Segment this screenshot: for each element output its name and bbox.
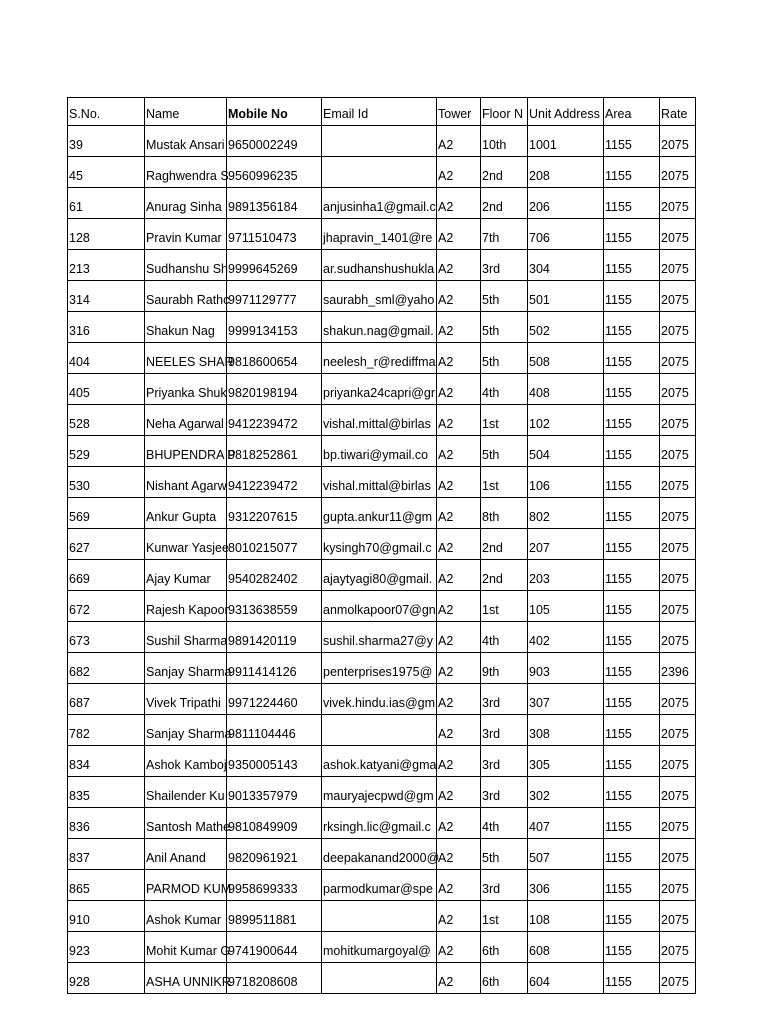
cell-area: 1155 — [604, 870, 660, 901]
table-row — [68, 188, 696, 219]
cell-floor: 5th — [481, 839, 528, 870]
table-row — [68, 932, 696, 963]
cell-unit-address: 903 — [528, 653, 604, 684]
cell-unit-address: 1001 — [528, 126, 604, 157]
cell-rate: 2075 — [660, 405, 696, 436]
cell-tower: A2 — [437, 684, 481, 715]
cell-tower: A2 — [437, 963, 481, 994]
table-row — [68, 343, 696, 374]
cell-name: Shailender Ku — [145, 777, 227, 808]
cell-mobile: 9971129777 — [227, 281, 322, 312]
cell-floor: 6th — [481, 963, 528, 994]
cell-floor: 2nd — [481, 560, 528, 591]
cell-sno: 405 — [68, 374, 145, 405]
cell-rate: 2075 — [660, 808, 696, 839]
cell-rate: 2075 — [660, 715, 696, 746]
table-row — [68, 250, 696, 281]
cell-rate: 2075 — [660, 777, 696, 808]
cell-name: Santosh Mathe — [145, 808, 227, 839]
cell-rate: 2075 — [660, 126, 696, 157]
table-row — [68, 560, 696, 591]
cell-tower: A2 — [437, 901, 481, 932]
cell-mobile: 9718208608 — [227, 963, 322, 994]
column-header-area: Area — [604, 98, 660, 126]
cell-mobile: 9412239472 — [227, 467, 322, 498]
cell-rate: 2075 — [660, 343, 696, 374]
cell-sno: 61 — [68, 188, 145, 219]
table-row — [68, 715, 696, 746]
cell-mobile: 9810849909 — [227, 808, 322, 839]
cell-sno: 404 — [68, 343, 145, 374]
cell-area: 1155 — [604, 436, 660, 467]
column-header-name: Name — [145, 98, 227, 126]
table-row — [68, 219, 696, 250]
cell-mobile: 9350005143 — [227, 746, 322, 777]
cell-sno: 782 — [68, 715, 145, 746]
cell-unit-address: 102 — [528, 405, 604, 436]
cell-rate: 2075 — [660, 436, 696, 467]
cell-area: 1155 — [604, 560, 660, 591]
cell-floor: 3rd — [481, 870, 528, 901]
cell-email: gupta.ankur11@gm — [322, 498, 437, 529]
cell-email: rksingh.lic@gmail.c — [322, 808, 437, 839]
cell-area: 1155 — [604, 653, 660, 684]
cell-area: 1155 — [604, 715, 660, 746]
cell-unit-address: 706 — [528, 219, 604, 250]
cell-unit-address: 208 — [528, 157, 604, 188]
cell-tower: A2 — [437, 219, 481, 250]
cell-unit-address: 108 — [528, 901, 604, 932]
table-row — [68, 405, 696, 436]
cell-rate: 2075 — [660, 219, 696, 250]
cell-unit-address: 302 — [528, 777, 604, 808]
cell-unit-address: 502 — [528, 312, 604, 343]
cell-unit-address: 207 — [528, 529, 604, 560]
cell-rate: 2075 — [660, 467, 696, 498]
cell-tower: A2 — [437, 498, 481, 529]
cell-area: 1155 — [604, 777, 660, 808]
cell-floor: 9th — [481, 653, 528, 684]
cell-rate: 2075 — [660, 529, 696, 560]
cell-rate: 2075 — [660, 932, 696, 963]
cell-sno: 928 — [68, 963, 145, 994]
cell-rate: 2075 — [660, 870, 696, 901]
cell-unit-address: 507 — [528, 839, 604, 870]
cell-mobile: 9312207615 — [227, 498, 322, 529]
table-row — [68, 312, 696, 343]
column-header-unit-address: Unit Address — [528, 98, 604, 126]
cell-sno: 834 — [68, 746, 145, 777]
cell-email — [322, 715, 437, 746]
cell-email: neelesh_r@rediffma — [322, 343, 437, 374]
cell-mobile: 9013357979 — [227, 777, 322, 808]
cell-area: 1155 — [604, 684, 660, 715]
cell-area: 1155 — [604, 746, 660, 777]
cell-area: 1155 — [604, 932, 660, 963]
cell-name: Sudhanshu Sh — [145, 250, 227, 281]
cell-sno: 673 — [68, 622, 145, 653]
cell-mobile: 9891356184 — [227, 188, 322, 219]
cell-floor: 3rd — [481, 684, 528, 715]
cell-name: Kunwar Yasjee — [145, 529, 227, 560]
cell-name: Nishant Agarw — [145, 467, 227, 498]
cell-floor: 3rd — [481, 250, 528, 281]
cell-unit-address: 504 — [528, 436, 604, 467]
table-row — [68, 591, 696, 622]
table-row — [68, 529, 696, 560]
cell-area: 1155 — [604, 591, 660, 622]
cell-tower: A2 — [437, 250, 481, 281]
cell-name: BHUPENDRA P — [145, 436, 227, 467]
cell-sno: 569 — [68, 498, 145, 529]
cell-email: kysingh70@gmail.c — [322, 529, 437, 560]
cell-unit-address: 306 — [528, 870, 604, 901]
cell-unit-address: 203 — [528, 560, 604, 591]
cell-sno: 687 — [68, 684, 145, 715]
cell-mobile: 9891420119 — [227, 622, 322, 653]
cell-email: vishal.mittal@birlas — [322, 467, 437, 498]
cell-unit-address: 105 — [528, 591, 604, 622]
cell-tower: A2 — [437, 529, 481, 560]
cell-tower: A2 — [437, 932, 481, 963]
table-row — [68, 622, 696, 653]
cell-tower: A2 — [437, 746, 481, 777]
cell-unit-address: 308 — [528, 715, 604, 746]
cell-email: shakun.nag@gmail. — [322, 312, 437, 343]
cell-sno: 530 — [68, 467, 145, 498]
cell-rate: 2075 — [660, 591, 696, 622]
cell-area: 1155 — [604, 498, 660, 529]
cell-name: Sanjay Sharma — [145, 653, 227, 684]
cell-unit-address: 408 — [528, 374, 604, 405]
table-row — [68, 498, 696, 529]
table-row — [68, 374, 696, 405]
cell-tower: A2 — [437, 188, 481, 219]
cell-mobile: 8010215077 — [227, 529, 322, 560]
cell-floor: 1st — [481, 591, 528, 622]
cell-tower: A2 — [437, 622, 481, 653]
cell-email: jhapravin_1401@re — [322, 219, 437, 250]
cell-mobile: 9999134153 — [227, 312, 322, 343]
cell-sno: 316 — [68, 312, 145, 343]
cell-sno: 865 — [68, 870, 145, 901]
cell-floor: 3rd — [481, 746, 528, 777]
cell-name: Ashok Kamboj — [145, 746, 227, 777]
cell-mobile: 9313638559 — [227, 591, 322, 622]
table-row — [68, 653, 696, 684]
cell-rate: 2075 — [660, 250, 696, 281]
cell-sno: 39 — [68, 126, 145, 157]
cell-rate: 2075 — [660, 622, 696, 653]
cell-area: 1155 — [604, 343, 660, 374]
cell-email — [322, 157, 437, 188]
cell-rate: 2075 — [660, 560, 696, 591]
table-row — [68, 281, 696, 312]
cell-area: 1155 — [604, 963, 660, 994]
cell-floor: 4th — [481, 622, 528, 653]
cell-email: anjusinha1@gmail.c — [322, 188, 437, 219]
cell-email: ashok.katyani@gma — [322, 746, 437, 777]
cell-name: Anil Anand — [145, 839, 227, 870]
cell-tower: A2 — [437, 591, 481, 622]
cell-tower: A2 — [437, 870, 481, 901]
cell-rate: 2075 — [660, 374, 696, 405]
cell-floor: 2nd — [481, 529, 528, 560]
cell-floor: 1st — [481, 901, 528, 932]
cell-tower: A2 — [437, 312, 481, 343]
cell-name: Saurabh Rathc — [145, 281, 227, 312]
header-row — [68, 98, 696, 126]
cell-tower: A2 — [437, 560, 481, 591]
cell-name: Mohit Kumar G — [145, 932, 227, 963]
cell-tower: A2 — [437, 436, 481, 467]
cell-area: 1155 — [604, 250, 660, 281]
column-header-sno: S.No. — [68, 98, 145, 126]
cell-name: Mustak Ansari — [145, 126, 227, 157]
cell-sno: 910 — [68, 901, 145, 932]
table-row — [68, 746, 696, 777]
cell-email: vivek.hindu.ias@gm — [322, 684, 437, 715]
cell-mobile: 9820198194 — [227, 374, 322, 405]
cell-floor: 2nd — [481, 157, 528, 188]
cell-email — [322, 126, 437, 157]
cell-name: NEELES SHAR — [145, 343, 227, 374]
cell-name: Rajesh Kapoor — [145, 591, 227, 622]
cell-floor: 3rd — [481, 777, 528, 808]
cell-floor: 2nd — [481, 188, 528, 219]
cell-name: Ajay Kumar — [145, 560, 227, 591]
column-header-floor: Floor N — [481, 98, 528, 126]
cell-tower: A2 — [437, 715, 481, 746]
cell-unit-address: 501 — [528, 281, 604, 312]
cell-name: Raghwendra S — [145, 157, 227, 188]
table-row — [68, 963, 696, 994]
cell-floor: 7th — [481, 219, 528, 250]
cell-area: 1155 — [604, 405, 660, 436]
cell-mobile: 9711510473 — [227, 219, 322, 250]
cell-sno: 314 — [68, 281, 145, 312]
cell-area: 1155 — [604, 808, 660, 839]
cell-mobile: 9811104446 — [227, 715, 322, 746]
cell-unit-address: 206 — [528, 188, 604, 219]
cell-unit-address: 106 — [528, 467, 604, 498]
cell-mobile: 9911414126 — [227, 653, 322, 684]
cell-unit-address: 402 — [528, 622, 604, 653]
cell-rate: 2075 — [660, 281, 696, 312]
spreadsheet — [67, 97, 695, 994]
table-row — [68, 436, 696, 467]
cell-floor: 10th — [481, 126, 528, 157]
cell-sno: 213 — [68, 250, 145, 281]
cell-unit-address: 304 — [528, 250, 604, 281]
table-row — [68, 808, 696, 839]
cell-rate: 2075 — [660, 839, 696, 870]
cell-area: 1155 — [604, 281, 660, 312]
cell-sno: 835 — [68, 777, 145, 808]
cell-tower: A2 — [437, 374, 481, 405]
cell-rate: 2075 — [660, 684, 696, 715]
cell-floor: 4th — [481, 808, 528, 839]
cell-floor: 5th — [481, 436, 528, 467]
cell-rate: 2075 — [660, 963, 696, 994]
cell-email: parmodkumar@spe — [322, 870, 437, 901]
cell-email: ar.sudhanshushukla — [322, 250, 437, 281]
cell-email: mauryajecpwd@gm — [322, 777, 437, 808]
cell-name: Sushil Sharma — [145, 622, 227, 653]
cell-rate: 2075 — [660, 498, 696, 529]
table-row — [68, 467, 696, 498]
cell-name: Shakun Nag — [145, 312, 227, 343]
cell-unit-address: 305 — [528, 746, 604, 777]
cell-email — [322, 963, 437, 994]
cell-floor: 4th — [481, 374, 528, 405]
cell-unit-address: 604 — [528, 963, 604, 994]
cell-area: 1155 — [604, 622, 660, 653]
cell-name: Neha Agarwal — [145, 405, 227, 436]
cell-rate: 2075 — [660, 188, 696, 219]
cell-area: 1155 — [604, 839, 660, 870]
cell-tower: A2 — [437, 808, 481, 839]
cell-mobile: 9540282402 — [227, 560, 322, 591]
cell-unit-address: 508 — [528, 343, 604, 374]
cell-sno: 627 — [68, 529, 145, 560]
table-row — [68, 901, 696, 932]
cell-mobile: 9412239472 — [227, 405, 322, 436]
cell-email: sushil.sharma27@y — [322, 622, 437, 653]
cell-area: 1155 — [604, 374, 660, 405]
cell-sno: 837 — [68, 839, 145, 870]
cell-name: Sanjay Sharma — [145, 715, 227, 746]
cell-sno: 836 — [68, 808, 145, 839]
cell-email: saurabh_sml@yaho — [322, 281, 437, 312]
cell-sno: 45 — [68, 157, 145, 188]
cell-mobile: 9560996235 — [227, 157, 322, 188]
cell-name: Ankur Gupta — [145, 498, 227, 529]
cell-sno: 529 — [68, 436, 145, 467]
cell-area: 1155 — [604, 467, 660, 498]
cell-tower: A2 — [437, 839, 481, 870]
cell-floor: 3rd — [481, 715, 528, 746]
cell-floor: 1st — [481, 405, 528, 436]
cell-tower: A2 — [437, 126, 481, 157]
cell-unit-address: 307 — [528, 684, 604, 715]
cell-tower: A2 — [437, 343, 481, 374]
cell-mobile: 9818600654 — [227, 343, 322, 374]
cell-mobile: 9650002249 — [227, 126, 322, 157]
cell-floor: 5th — [481, 343, 528, 374]
cell-sno: 128 — [68, 219, 145, 250]
cell-unit-address: 608 — [528, 932, 604, 963]
cell-mobile: 9971224460 — [227, 684, 322, 715]
cell-name: Pravin Kumar — [145, 219, 227, 250]
cell-rate: 2075 — [660, 901, 696, 932]
cell-email: mohitkumargoyal@ — [322, 932, 437, 963]
cell-name: PARMOD KUM — [145, 870, 227, 901]
cell-name: Anurag Sinha — [145, 188, 227, 219]
cell-unit-address: 407 — [528, 808, 604, 839]
cell-tower: A2 — [437, 777, 481, 808]
cell-area: 1155 — [604, 901, 660, 932]
table-row — [68, 157, 696, 188]
column-header-rate: Rate — [660, 98, 696, 126]
cell-floor: 5th — [481, 281, 528, 312]
cell-floor: 1st — [481, 467, 528, 498]
cell-name: Vivek Tripathi — [145, 684, 227, 715]
cell-sno: 923 — [68, 932, 145, 963]
cell-area: 1155 — [604, 126, 660, 157]
column-header-mobile: Mobile No — [227, 98, 322, 126]
cell-area: 1155 — [604, 157, 660, 188]
cell-tower: A2 — [437, 467, 481, 498]
cell-name: Ashok Kumar — [145, 901, 227, 932]
cell-name: ASHA UNNIKR — [145, 963, 227, 994]
members-table — [67, 97, 696, 994]
cell-area: 1155 — [604, 219, 660, 250]
cell-area: 1155 — [604, 188, 660, 219]
cell-tower: A2 — [437, 405, 481, 436]
cell-email: ajaytyagi80@gmail. — [322, 560, 437, 591]
cell-rate: 2075 — [660, 746, 696, 777]
cell-email: priyanka24capri@gr — [322, 374, 437, 405]
cell-floor: 5th — [481, 312, 528, 343]
table-row — [68, 684, 696, 715]
cell-mobile: 9899511881 — [227, 901, 322, 932]
cell-name: Priyanka Shuk — [145, 374, 227, 405]
cell-email: penterprises1975@ — [322, 653, 437, 684]
table-row — [68, 839, 696, 870]
table-row — [68, 126, 696, 157]
cell-rate: 2396 — [660, 653, 696, 684]
cell-sno: 669 — [68, 560, 145, 591]
table-body — [68, 126, 696, 994]
cell-mobile: 9999645269 — [227, 250, 322, 281]
cell-floor: 8th — [481, 498, 528, 529]
cell-email — [322, 901, 437, 932]
cell-rate: 2075 — [660, 312, 696, 343]
cell-mobile: 9820961921 — [227, 839, 322, 870]
cell-sno: 672 — [68, 591, 145, 622]
column-header-tower: Tower — [437, 98, 481, 126]
cell-unit-address: 802 — [528, 498, 604, 529]
cell-tower: A2 — [437, 157, 481, 188]
cell-mobile: 9741900644 — [227, 932, 322, 963]
cell-tower: A2 — [437, 281, 481, 312]
cell-email: deepakanand2000@ — [322, 839, 437, 870]
cell-sno: 682 — [68, 653, 145, 684]
cell-tower: A2 — [437, 653, 481, 684]
cell-email: vishal.mittal@birlas — [322, 405, 437, 436]
cell-area: 1155 — [604, 312, 660, 343]
cell-sno: 528 — [68, 405, 145, 436]
table-row — [68, 777, 696, 808]
cell-email: anmolkapoor07@gn — [322, 591, 437, 622]
table-row — [68, 870, 696, 901]
cell-mobile: 9958699333 — [227, 870, 322, 901]
cell-mobile: 9818252861 — [227, 436, 322, 467]
cell-area: 1155 — [604, 529, 660, 560]
cell-floor: 6th — [481, 932, 528, 963]
cell-rate: 2075 — [660, 157, 696, 188]
cell-email: bp.tiwari@ymail.co — [322, 436, 437, 467]
column-header-email: Email Id — [322, 98, 437, 126]
